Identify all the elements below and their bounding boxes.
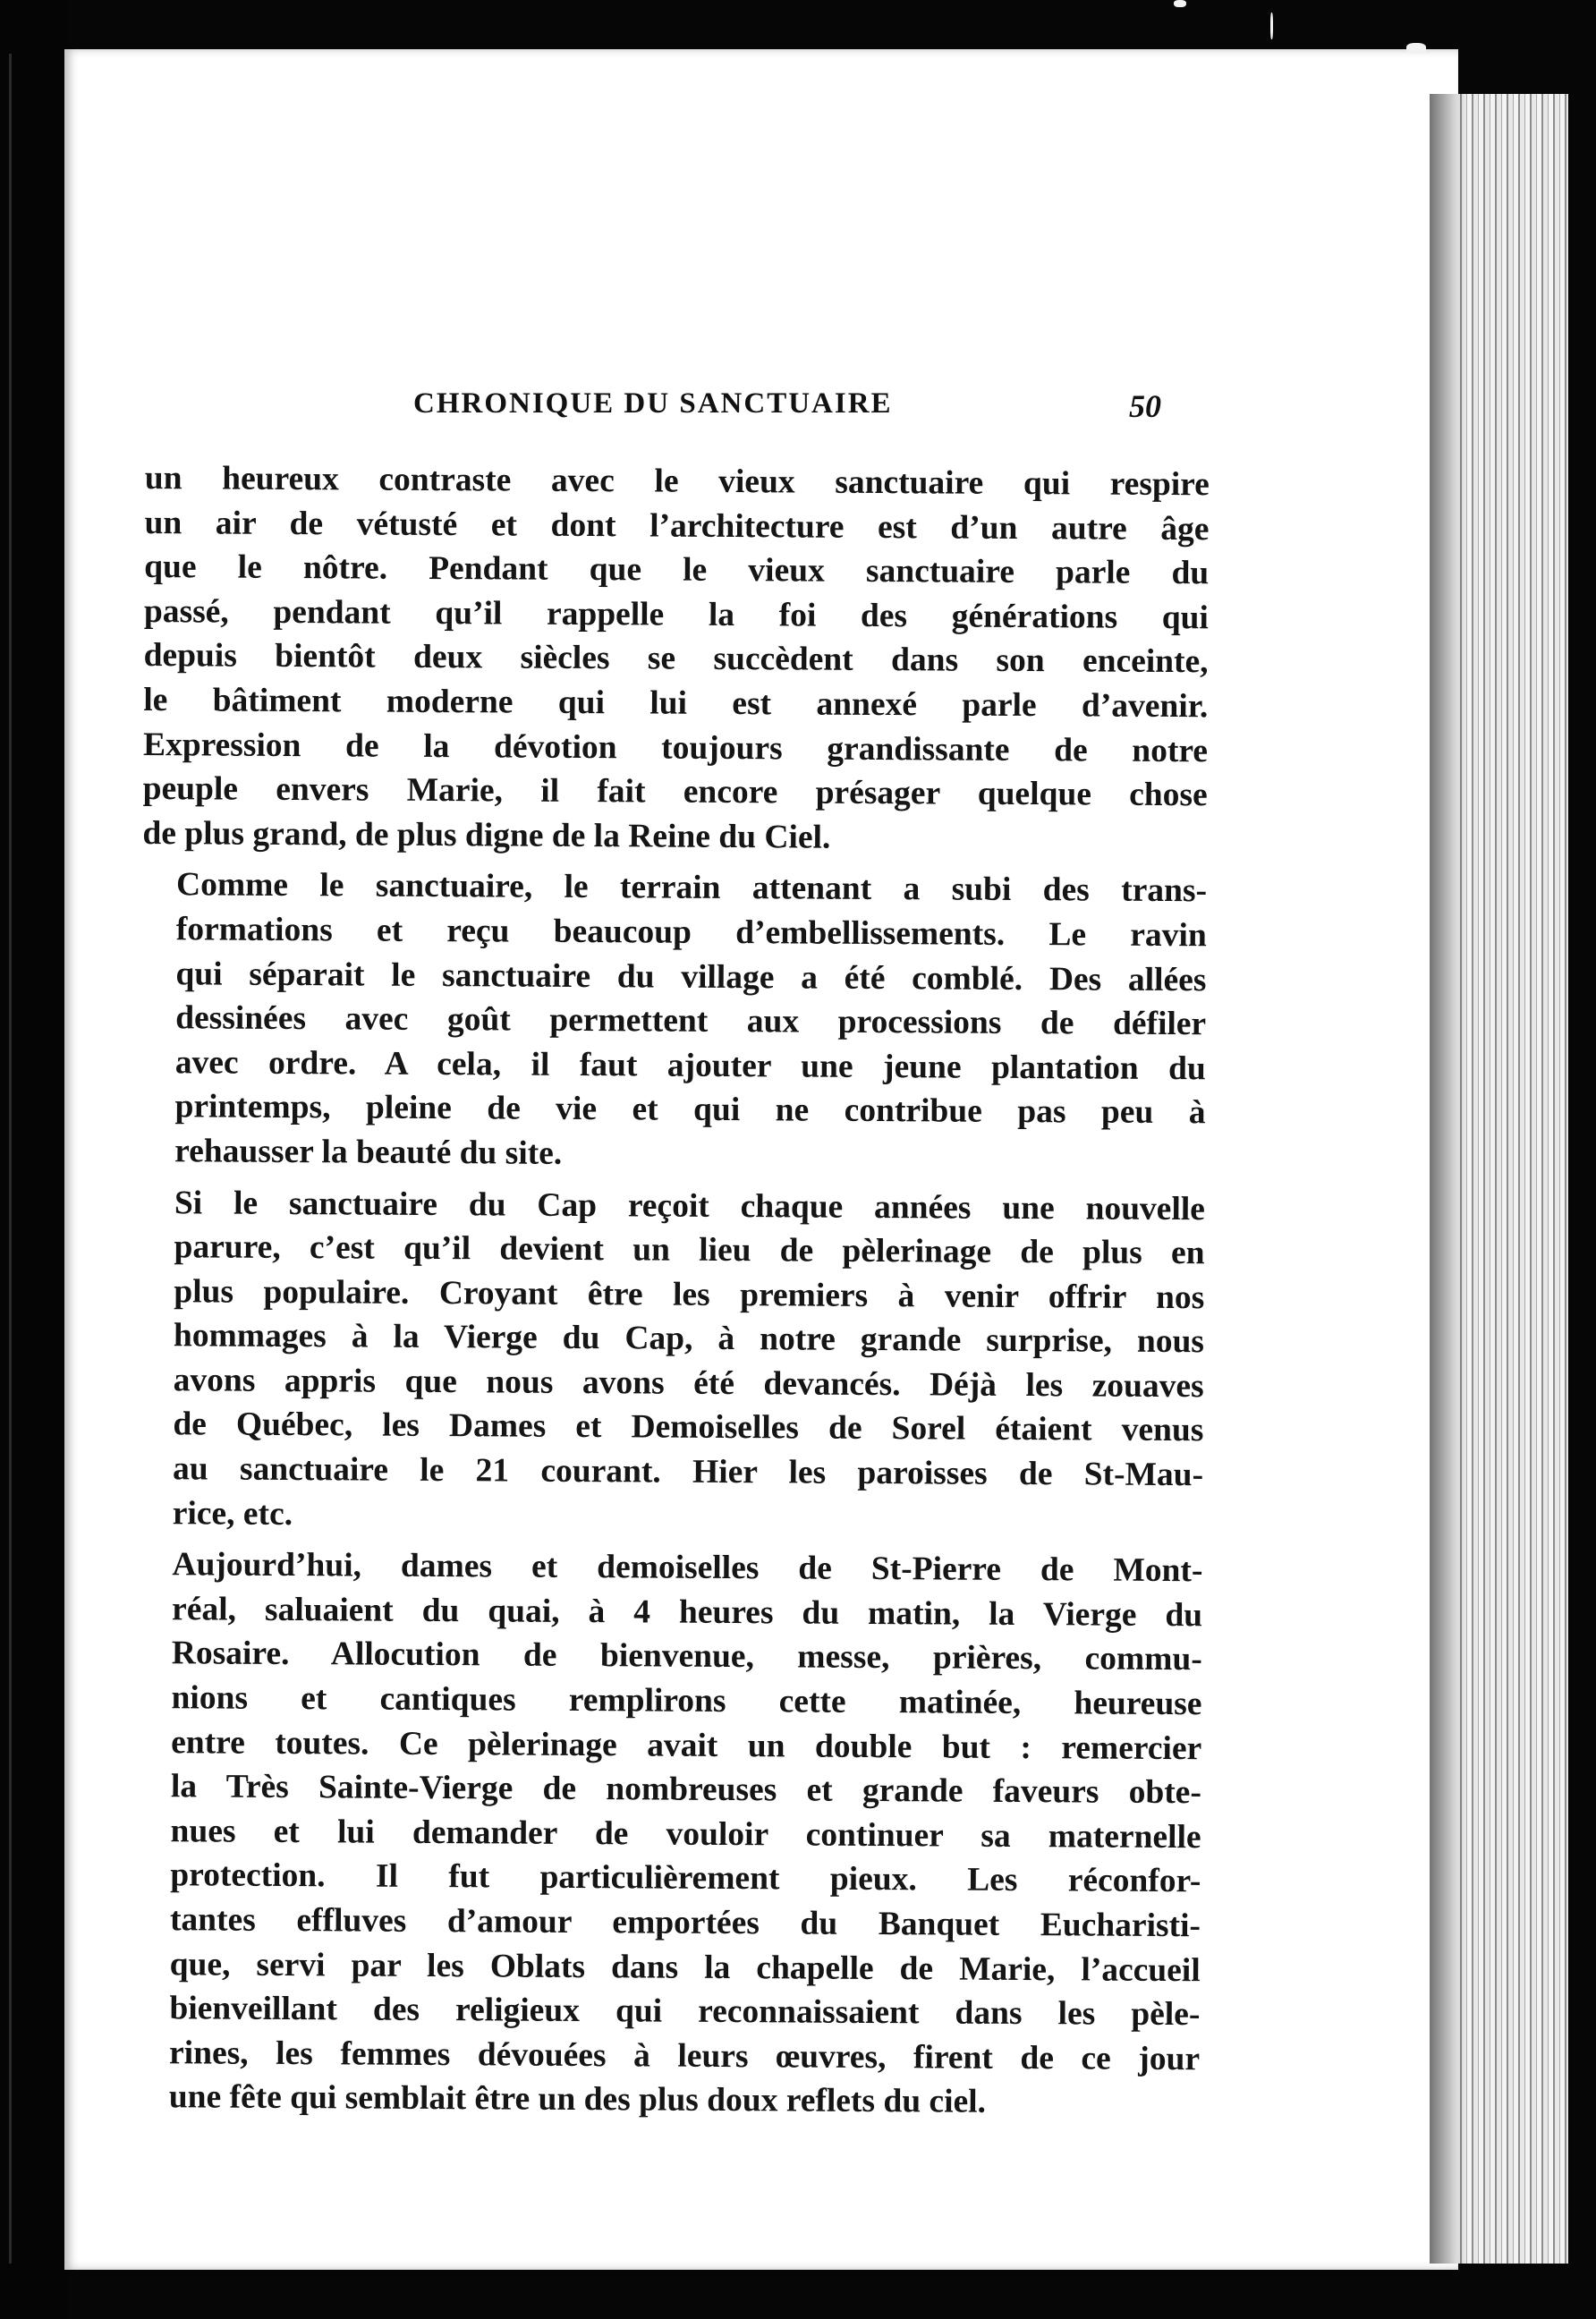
text-line: bienveillant des religieux qui reconnaissaient dans les pèle- — [169, 1990, 1201, 2034]
text-line: hommages à la Vierge du Cap, à notre grande surprise, nous — [173, 1317, 1205, 1361]
paragraph-3 — [139, 1180, 1205, 1542]
scan-speck — [1270, 13, 1273, 39]
text-line: printemps, pleine de vie et qui ne contribue pas peu à — [174, 1088, 1206, 1132]
text-line: passé, pendant qu’il rappelle la foi des générations qui — [143, 592, 1210, 637]
text-line: de plus grand, de plus digne de la Reine du Ciel. — [142, 814, 831, 856]
running-title: CHRONIQUE DU SANCTUAIRE — [413, 387, 893, 420]
text-line: Rosaire. Allocution de bienvenue, messe, prières, commu- — [171, 1635, 1202, 1678]
text-line: de Québec, les Dames et Demoiselles de Sorel étaient venus — [173, 1406, 1204, 1449]
page-header — [64, 387, 1458, 432]
text-line: une fête qui semblait être un des plus doux reflets du ciel. — [168, 2078, 987, 2121]
text-line: plus populaire. Croyant être les premiers à venir offrir nos — [174, 1272, 1205, 1316]
text-line: entre toutes. Ce pèlerinage avait un double but : remercier — [171, 1723, 1202, 1767]
text-line: nues et lui demander de vouloir continuer sa maternelle — [170, 1813, 1201, 1856]
scan-speck — [1406, 43, 1426, 54]
text-line: que le nôtre. Pendant que le vieux sanctuaire parle du — [144, 548, 1210, 592]
text-line: Comme le sanctuaire, le terrain attenant a subi des trans- — [175, 866, 1208, 910]
text-line: avec ordre. A cela, il faut ajouter une jeune plantation du — [174, 1043, 1206, 1087]
book-left-edge — [0, 0, 67, 2319]
text-line: tantes effluves d’amour emportées du Banquet Eucharisti- — [169, 1901, 1201, 1945]
book-page — [64, 49, 1458, 2270]
text-line: le bâtiment moderne qui lui est annexé parle d’avenir. — [143, 681, 1209, 726]
paragraph-1 — [142, 456, 1210, 862]
text-line: un air de vétusté et dont l’architecture est d’un autre âge — [144, 504, 1210, 548]
paragraph-2 — [140, 862, 1207, 1179]
text-line: Aujourd’hui, dames et demoiselles de St-Pierre de Mont- — [172, 1546, 1203, 1590]
text-line: protection. Il fut particulièrement pieux. Les réconfor- — [170, 1856, 1201, 1900]
text-line: Expression de la dévotion toujours grandissante de notre — [142, 726, 1209, 769]
page-stack-shadow — [1430, 94, 1465, 2264]
text-line: avons appris que nous avons été devancés. Déjà les zouaves — [173, 1362, 1204, 1406]
text-line: que, servi par les Oblats dans la chapelle de Marie, l’accueil — [169, 1945, 1201, 1989]
page-number: 50 — [1129, 388, 1161, 424]
text-line: peuple envers Marie, il fait encore présager quelque chose — [142, 770, 1208, 814]
text-line: au sanctuaire le 21 courant. Hier les paroisses de St-Mau- — [172, 1450, 1204, 1494]
text-line: rehausser la beauté du site. — [174, 1133, 563, 1172]
text-line: dessinées avec goût permettent aux processions de défiler — [175, 999, 1207, 1043]
scan-speck — [1174, 0, 1186, 7]
text-line: Si le sanctuaire du Cap reçoit chaque années une nouvelle — [174, 1184, 1206, 1227]
text-line: un heureux contraste avec le vieux sanctuaire qui respire — [144, 459, 1210, 504]
paragraph-4 — [135, 1542, 1203, 2126]
text-line: qui séparait le sanctuaire du village a été comblé. Des allées — [175, 955, 1207, 998]
body-text — [135, 456, 1210, 2133]
text-line: réal, saluaient du quai, à 4 heures du matin, la Vierge du — [172, 1591, 1203, 1635]
text-line: parure, c’est qu’il devient un lieu de pèlerinage de plus en — [174, 1228, 1205, 1272]
text-line: depuis bientôt deux siècles se succèdent dans son enceinte, — [143, 637, 1209, 681]
text-line: formations et reçu beaucoup d’embellissements. Le ravin — [175, 911, 1207, 955]
text-line: la Très Sainte-Vierge de nombreuses et grande faveurs obte- — [170, 1768, 1202, 1812]
text-line: nions et cantiques remplirons cette matinée, heureuse — [171, 1679, 1202, 1723]
book-left-edge-line — [9, 54, 12, 2264]
text-line: rines, les femmes dévouées à leurs œuvres, firent de ce jour — [168, 2034, 1201, 2078]
text-line: rice, etc. — [172, 1494, 293, 1533]
